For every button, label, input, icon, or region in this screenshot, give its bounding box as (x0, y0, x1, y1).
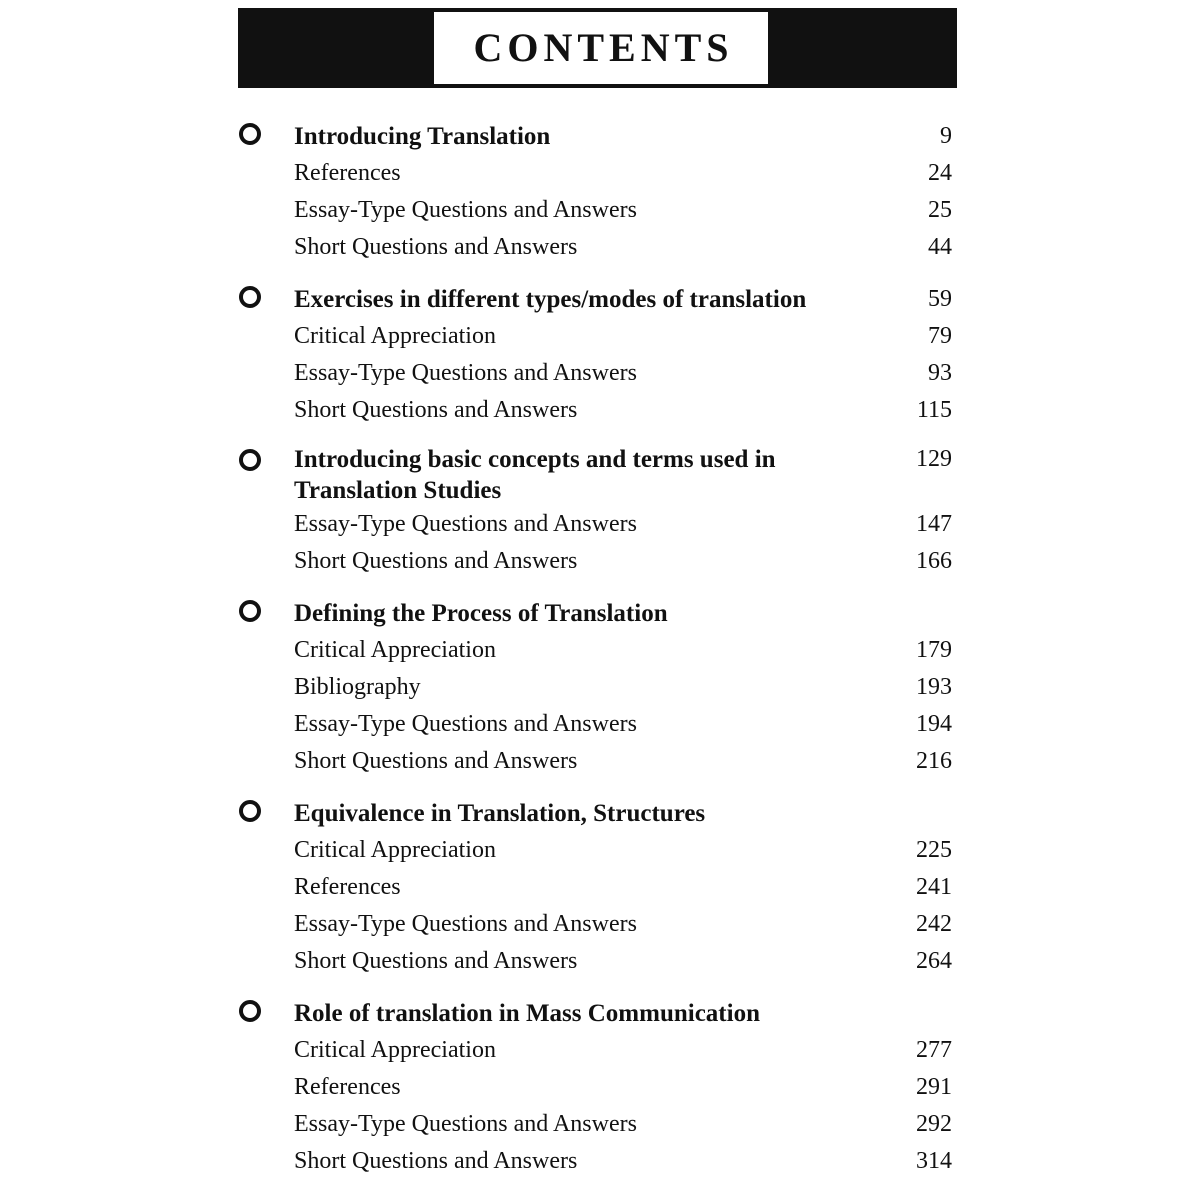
page-number: 79 (928, 323, 952, 349)
toc-section (238, 281, 954, 429)
toc-entry[interactable] (294, 669, 954, 706)
entry-label: Essay-Type Questions and Answers (294, 197, 637, 223)
entry-label: Short Questions and Answers (294, 234, 578, 260)
entry-label: Bibliography (294, 674, 421, 700)
toc-entry[interactable] (294, 155, 954, 192)
circle-bullet-icon (239, 800, 261, 822)
page-number: 9 (940, 123, 952, 149)
toc-entry[interactable] (294, 706, 954, 743)
page-number: 44 (928, 234, 952, 260)
section-title: Defining the Process of Translation (294, 600, 668, 627)
page-title: CONTENTS (473, 25, 734, 70)
page-number: 115 (916, 397, 952, 423)
circle-bullet-icon (239, 600, 261, 622)
page-number: 242 (916, 911, 952, 937)
circle-bullet-icon (239, 1000, 261, 1022)
section-title: Introducing basic concepts and terms used in Translation Studies (294, 446, 776, 504)
toc-entry[interactable] (294, 943, 954, 980)
toc-entry[interactable] (294, 743, 954, 780)
page-number: 216 (916, 748, 952, 774)
entry-label: Critical Appreciation (294, 637, 496, 663)
entry-label: Short Questions and Answers (294, 1148, 578, 1174)
entry-label: Essay-Type Questions and Answers (294, 711, 637, 737)
entry-label: Essay-Type Questions and Answers (294, 911, 637, 937)
toc-entry[interactable] (294, 1143, 954, 1180)
toc-entry[interactable] (294, 318, 954, 355)
toc-section (238, 795, 954, 980)
toc-entry[interactable] (294, 906, 954, 943)
entry-label: Critical Appreciation (294, 323, 496, 349)
header-box (432, 10, 770, 86)
page-number: 291 (916, 1074, 952, 1100)
toc-entry[interactable] (294, 1069, 954, 1106)
toc-entry[interactable] (294, 355, 954, 392)
page-number: 193 (916, 674, 952, 700)
entry-label: References (294, 1074, 401, 1100)
page-number: 264 (916, 948, 952, 974)
toc-section (238, 444, 954, 580)
circle-bullet-icon (239, 123, 261, 145)
entry-label: Short Questions and Answers (294, 948, 578, 974)
entry-label: References (294, 874, 401, 900)
entry-label: Essay-Type Questions and Answers (294, 1111, 637, 1137)
section-title: Introducing Translation (294, 123, 551, 150)
section-heading[interactable] (294, 281, 954, 318)
page-number: 147 (916, 511, 952, 537)
section-title: Exercises in different types/modes of translation (294, 286, 807, 313)
section-heading[interactable] (294, 795, 954, 832)
page-number: 225 (916, 837, 952, 863)
section-title: Equivalence in Translation, Structures (294, 800, 706, 827)
entry-label: Short Questions and Answers (294, 397, 578, 423)
entry-label: References (294, 160, 401, 186)
entry-label: Essay-Type Questions and Answers (294, 360, 637, 386)
entry-label: Short Questions and Answers (294, 748, 578, 774)
section-heading[interactable] (294, 595, 954, 632)
page-number: 59 (928, 286, 952, 312)
toc-entry[interactable] (294, 392, 954, 429)
entry-label: Essay-Type Questions and Answers (294, 511, 637, 537)
circle-bullet-icon (239, 449, 261, 471)
section-heading[interactable] (294, 995, 954, 1032)
section-title: Role of translation in Mass Communication (294, 1000, 760, 1027)
page-number: 93 (928, 360, 952, 386)
toc-entry[interactable] (294, 229, 954, 266)
toc-section (238, 995, 954, 1180)
page-number: 194 (916, 711, 952, 737)
page-number: 179 (916, 637, 952, 663)
toc-entry[interactable] (294, 832, 954, 869)
circle-bullet-icon (239, 286, 261, 308)
table-of-contents (238, 118, 954, 1195)
entry-label: Critical Appreciation (294, 837, 496, 863)
toc-entry[interactable] (294, 869, 954, 906)
section-heading[interactable] (294, 444, 954, 506)
page-number: 277 (916, 1037, 952, 1063)
page-number: 241 (916, 874, 952, 900)
toc-entry[interactable] (294, 1032, 954, 1069)
page-number: 24 (928, 160, 952, 186)
page-number: 314 (916, 1148, 952, 1174)
toc-entry[interactable] (294, 543, 954, 580)
toc-section (238, 118, 954, 266)
toc-section (238, 595, 954, 780)
entry-label: Short Questions and Answers (294, 548, 578, 574)
toc-entry[interactable] (294, 192, 954, 229)
page-number: 129 (916, 446, 952, 472)
section-heading[interactable] (294, 118, 954, 155)
toc-entry[interactable] (294, 506, 954, 543)
page-number: 25 (928, 197, 952, 223)
toc-entry[interactable] (294, 632, 954, 669)
entry-label: Critical Appreciation (294, 1037, 496, 1063)
page-number: 166 (916, 548, 952, 574)
page-number: 292 (916, 1111, 952, 1137)
toc-entry[interactable] (294, 1106, 954, 1143)
